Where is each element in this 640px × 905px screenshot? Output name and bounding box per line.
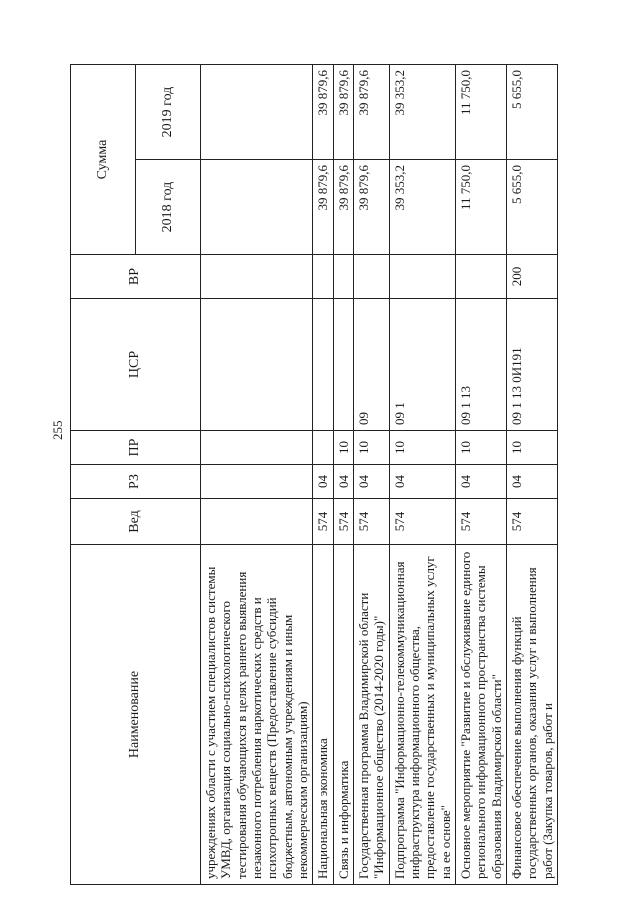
table-row <box>506 65 557 885</box>
cell-2019: 39 879,6 <box>333 65 353 160</box>
table-row <box>333 65 353 885</box>
header-year-2019: 2019 год <box>136 65 201 160</box>
cell-pr: 10 <box>506 431 557 465</box>
cell-rz: 04 <box>333 465 353 499</box>
cell-2018: 39 879,6 <box>313 160 333 255</box>
cell-2018: 11 750,0 <box>455 160 506 255</box>
cell-csr <box>333 299 353 431</box>
cell-pr: 10 <box>455 431 506 465</box>
cell-2018: 39 879,6 <box>333 160 353 255</box>
table-row <box>353 65 389 885</box>
cell-rz: 04 <box>389 465 455 499</box>
cell-2018: 5 655,0 <box>506 160 557 255</box>
header-ved: Вед <box>71 499 201 545</box>
cell-ved <box>201 499 313 545</box>
header-name: Наименование <box>71 545 201 885</box>
cell-pr <box>201 431 313 465</box>
cell-2019: 39 879,6 <box>313 65 333 160</box>
header-sum: Сумма <box>71 65 136 255</box>
cell-2019: 11 750,0 <box>455 65 506 160</box>
cell-2019: 5 655,0 <box>506 65 557 160</box>
table-row <box>313 65 333 885</box>
cell-name: Финансовое обеспечение выполнения функций государственных органов, оказания услуг и выполнения работ (Закупка товаров, работ и <box>506 545 557 885</box>
cell-name: Подпрограмма "Информационно-телекоммуникационная инфраструктура информационного общества, предоставление государственных и муниципальных услуг на ее основе" <box>389 545 455 885</box>
cell-2018 <box>201 160 313 255</box>
cell-ved: 574 <box>389 499 455 545</box>
cell-csr: 09 1 <box>389 299 455 431</box>
cell-csr: 09 1 13 0И191 <box>506 299 557 431</box>
cell-csr <box>201 299 313 431</box>
cell-ved: 574 <box>313 499 333 545</box>
cell-rz <box>201 465 313 499</box>
cell-name: учреждениях области с участием специалистов системы УМВД, организация социально-психологического тестирования обучающихся в целях раннего выявления незаконного потребления наркотических средств и психотропных веществ (Предоставление субсидий бюджетным, автономным учреждениям и иным некоммерческим организациям) <box>201 545 313 885</box>
cell-vr: 200 <box>506 255 557 299</box>
cell-vr <box>333 255 353 299</box>
cell-vr <box>353 255 389 299</box>
cell-csr: 09 <box>353 299 389 431</box>
cell-ved: 574 <box>333 499 353 545</box>
cell-vr <box>201 255 313 299</box>
cell-pr <box>313 431 333 465</box>
cell-csr: 09 1 13 <box>455 299 506 431</box>
cell-csr <box>313 299 333 431</box>
rotated-table-wrapper <box>70 65 590 885</box>
table-row <box>389 65 455 885</box>
cell-2018: 39 879,6 <box>353 160 389 255</box>
header-rz: РЗ <box>71 465 201 499</box>
cell-ved: 574 <box>353 499 389 545</box>
header-pr: ПР <box>71 431 201 465</box>
header-vr: ВР <box>71 255 201 299</box>
cell-rz: 04 <box>353 465 389 499</box>
cell-vr <box>389 255 455 299</box>
header-year-2018: 2018 год <box>136 160 201 255</box>
cell-2019: 39 879,6 <box>353 65 389 160</box>
cell-name: Национальная экономика <box>313 545 333 885</box>
cell-name: Государственная программа Владимирской области "Информационное общество (2014-2020 годы)" <box>353 545 389 885</box>
cell-vr <box>455 255 506 299</box>
cell-2019 <box>201 65 313 160</box>
cell-pr: 10 <box>389 431 455 465</box>
cell-rz: 04 <box>455 465 506 499</box>
header-row-1 <box>71 65 136 885</box>
cell-pr: 10 <box>353 431 389 465</box>
table-row <box>455 65 506 885</box>
page-number: 255 <box>50 420 65 440</box>
cell-name: Связь и информатика <box>333 545 353 885</box>
cell-pr: 10 <box>333 431 353 465</box>
cell-name: Основное мероприятие "Развитие и обслуживание единого регионального информационного пространства системы образования Владимирской области" <box>455 545 506 885</box>
budget-table <box>70 64 558 885</box>
cell-vr <box>313 255 333 299</box>
cell-ved: 574 <box>455 499 506 545</box>
cell-rz: 04 <box>506 465 557 499</box>
cell-ved: 574 <box>506 499 557 545</box>
cell-rz: 04 <box>313 465 333 499</box>
cell-2019: 39 353,2 <box>389 65 455 160</box>
cell-2018: 39 353,2 <box>389 160 455 255</box>
header-csr: ЦСР <box>71 299 201 431</box>
table-row <box>201 65 313 885</box>
